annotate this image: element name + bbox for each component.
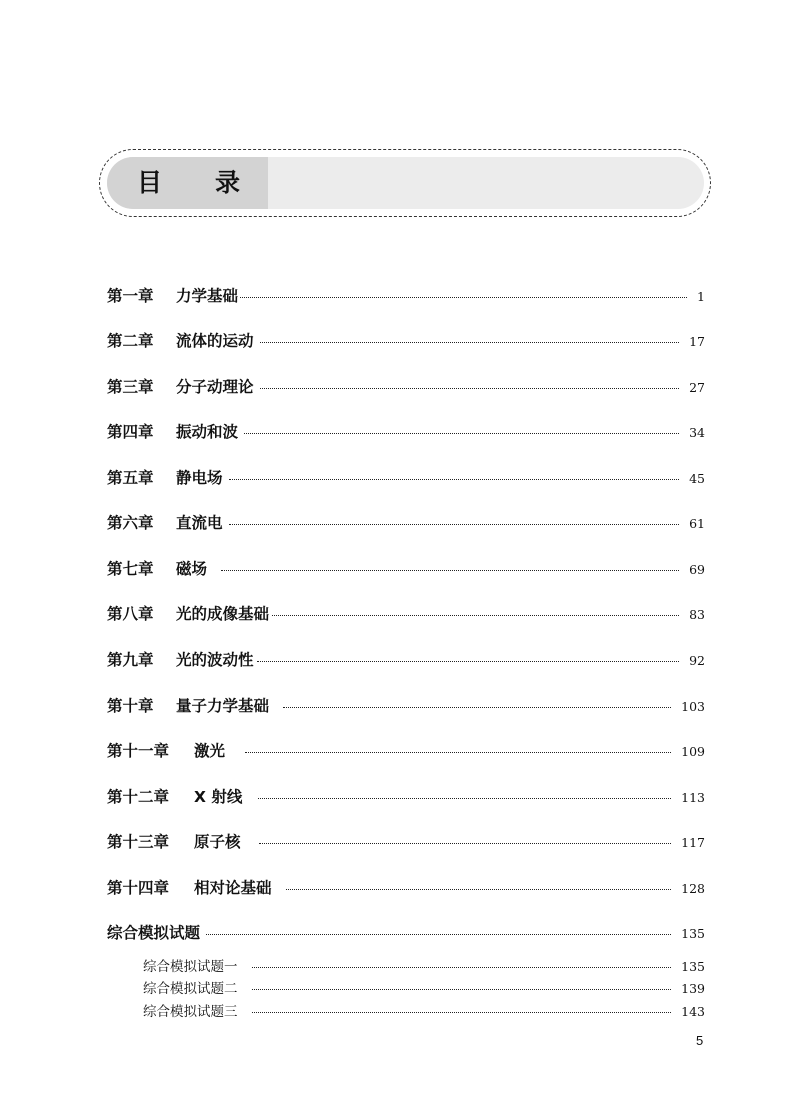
chapter-number: 第八章: [107, 605, 154, 623]
toc-title-char-2: 录: [215, 168, 241, 197]
page-number: 117: [681, 835, 705, 850]
chapter-number: 第十三章: [107, 833, 170, 851]
toc-sub-entry-2[interactable]: [143, 977, 705, 997]
toc-entry-11[interactable]: [107, 739, 705, 761]
footer-page-number: 5: [696, 1033, 704, 1048]
toc-entry-6[interactable]: [107, 511, 705, 533]
dot-leader: [286, 889, 672, 890]
page-number: 61: [689, 516, 705, 531]
chapter-title: 光的波动性: [176, 651, 254, 669]
toc-entry-9[interactable]: [107, 648, 705, 670]
chapter-number: 第一章: [107, 287, 154, 305]
dot-leader: [252, 989, 672, 990]
page-number: 139: [681, 981, 705, 996]
page-number: 69: [689, 562, 705, 577]
page-number: 143: [681, 1004, 705, 1019]
page-number: 135: [681, 959, 705, 974]
toc-entry-15[interactable]: [107, 921, 705, 943]
chapter-title: 振动和波: [176, 423, 239, 441]
toc-entry-8[interactable]: [107, 602, 705, 624]
dot-leader: [258, 798, 671, 799]
page-number: 27: [689, 380, 705, 395]
chapter-title: 磁场: [176, 560, 208, 578]
page-number: 113: [681, 790, 705, 805]
page-number: 109: [681, 744, 705, 759]
chapter-number: 第十一章: [107, 742, 170, 760]
chapter-number: 第十二章: [107, 788, 170, 806]
chapter-title: 量子力学基础: [176, 697, 270, 715]
chapter-number: 第四章: [107, 423, 154, 441]
dot-leader: [252, 967, 672, 968]
sub-entry-title: 综合模拟试题一: [143, 959, 238, 975]
page-number: 17: [689, 334, 705, 349]
toc-entry-13[interactable]: [107, 830, 705, 852]
toc-entry-2[interactable]: [107, 329, 705, 351]
chapter-title: 激光: [194, 742, 226, 760]
dot-leader: [272, 615, 679, 616]
chapter-number: 第十章: [107, 697, 154, 715]
dot-leader: [252, 1012, 672, 1013]
chapter-title: 流体的运动: [176, 332, 254, 350]
toc-sub-entry-1[interactable]: [143, 955, 705, 975]
page-number: 103: [681, 699, 705, 714]
toc-entry-12[interactable]: [107, 785, 705, 807]
toc-sub-entry-3[interactable]: [143, 1000, 705, 1020]
toc-entry-14[interactable]: [107, 876, 705, 898]
chapter-number: 第二章: [107, 332, 154, 350]
toc-entry-5[interactable]: [107, 466, 705, 488]
dot-leader: [229, 524, 680, 525]
sub-entry-title: 综合模拟试题二: [143, 981, 238, 997]
chapter-number: 第三章: [107, 378, 154, 396]
toc-entry-3[interactable]: [107, 375, 705, 397]
toc-entry-10[interactable]: [107, 694, 705, 716]
sub-entry-title: 综合模拟试题三: [143, 1004, 238, 1020]
dot-leader: [240, 297, 687, 298]
chapter-number: 第九章: [107, 651, 154, 669]
toc-entry-7[interactable]: [107, 557, 705, 579]
dot-leader: [257, 661, 680, 662]
chapter-title: 原子核: [194, 833, 241, 851]
chapter-title: 直流电: [176, 514, 223, 532]
toc-entry-4[interactable]: [107, 420, 705, 442]
dot-leader: [260, 342, 680, 343]
chapter-title: 相对论基础: [194, 879, 272, 897]
chapter-number: 第五章: [107, 469, 154, 487]
dot-leader: [283, 707, 671, 708]
toc-entry-1[interactable]: [107, 284, 705, 306]
dot-leader: [244, 433, 679, 434]
chapter-title: 综合模拟试题: [107, 924, 201, 942]
chapter-title: 力学基础: [176, 287, 239, 305]
dot-leader: [260, 388, 680, 389]
chapter-number: 第十四章: [107, 879, 170, 897]
dot-leader: [245, 752, 671, 753]
page-number: 1: [697, 289, 705, 304]
dot-leader: [221, 570, 679, 571]
page-number: 92: [689, 653, 705, 668]
page-number: 45: [689, 471, 705, 486]
chapter-number: 第六章: [107, 514, 154, 532]
page-number: 128: [681, 881, 705, 896]
dot-leader: [206, 934, 671, 935]
dot-leader: [259, 843, 672, 844]
dot-leader: [229, 479, 680, 480]
page-number: 83: [689, 607, 705, 622]
page-number: 135: [681, 926, 705, 941]
toc-title-char-1: 目: [137, 168, 163, 197]
page-number: 34: [689, 425, 705, 440]
chapter-title: 静电场: [176, 469, 223, 487]
chapter-number: 第七章: [107, 560, 154, 578]
chapter-title: X 射线: [194, 788, 243, 806]
chapter-title: 分子动理论: [176, 378, 254, 396]
chapter-title: 光的成像基础: [176, 605, 270, 623]
